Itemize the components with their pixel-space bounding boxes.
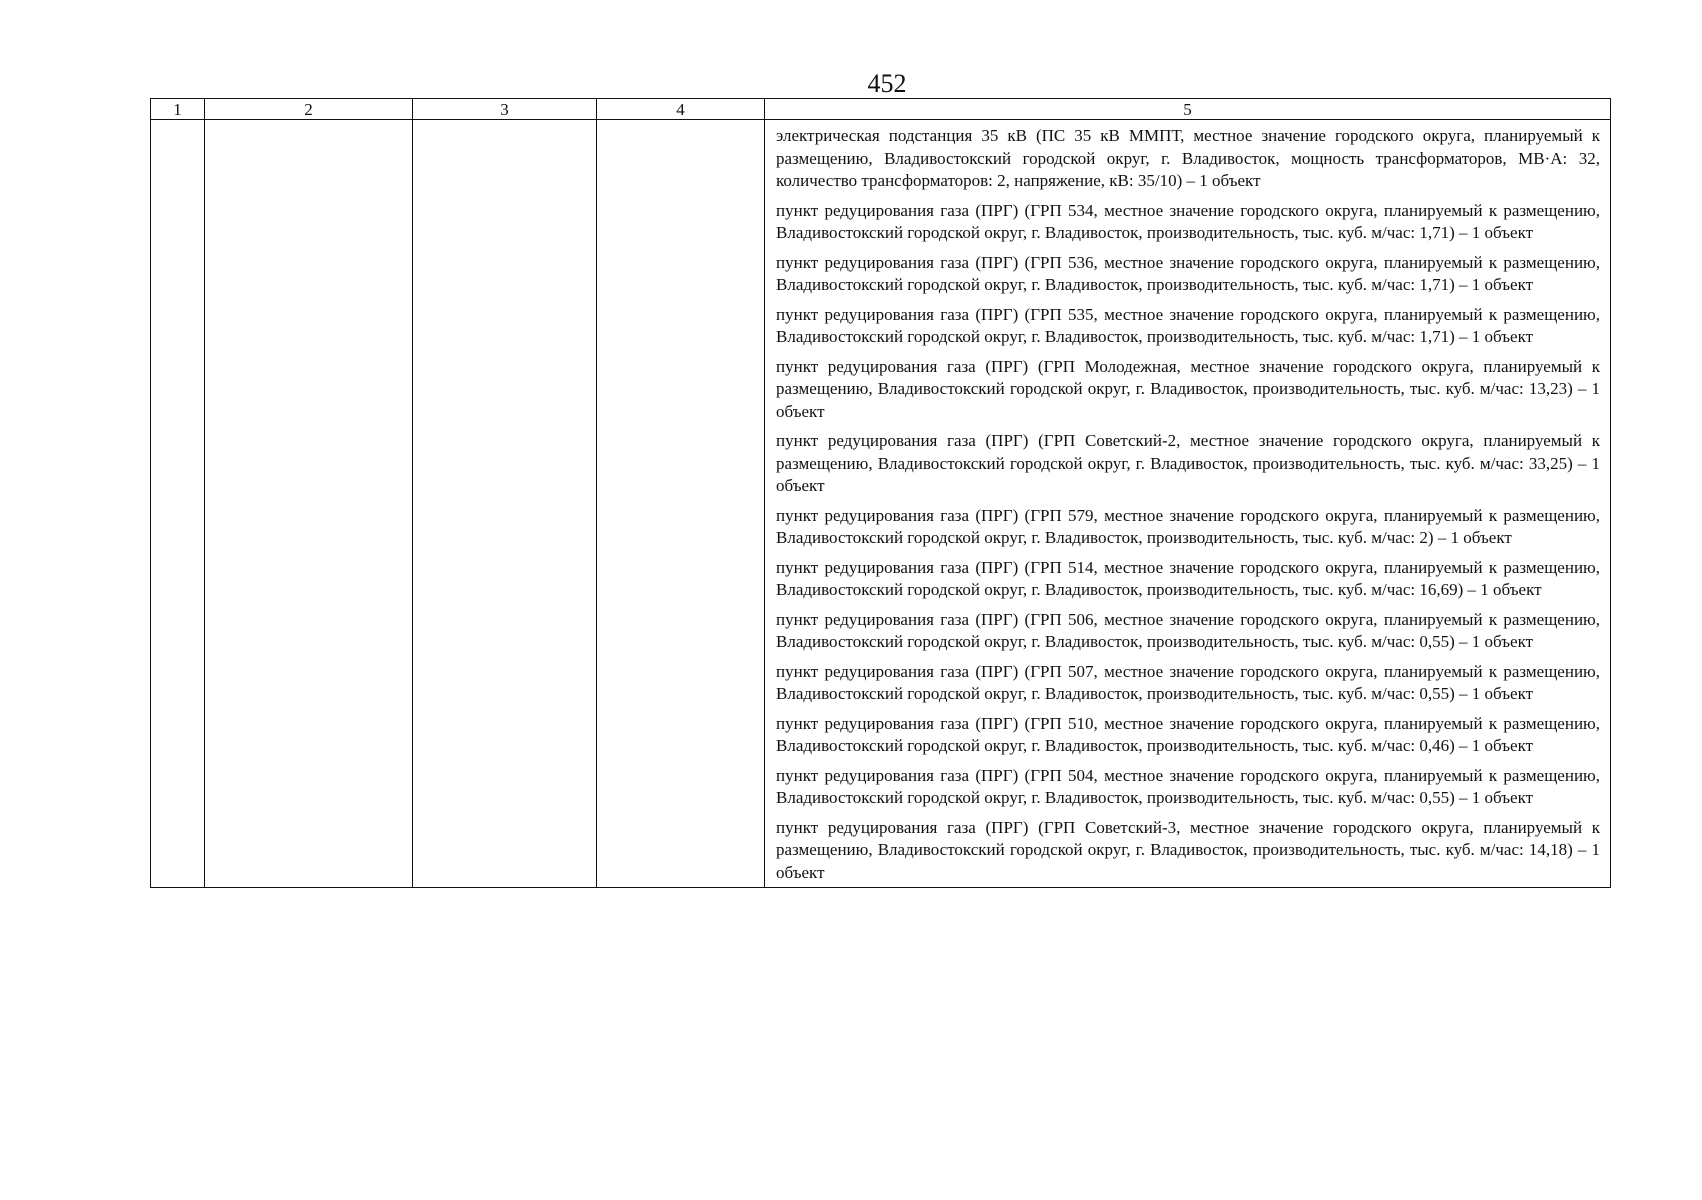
column-header-4: 4 — [597, 99, 765, 120]
list-item: пункт редуцирования газа (ПРГ) (ГРП 506, местное значение городского округа, планируемый к размещению, Владивостокский городской округ, г. Владивосток, производительность, тыс. куб. м/час: 0,55) – 1 объект — [776, 609, 1600, 651]
list-item: пункт редуцирования газа (ПРГ) (ГРП 510, местное значение городского округа, планируемый к размещению, Владивостокский городской округ, г. Владивосток, производительность, тыс. куб. м/час: 0,46) – 1 объект — [776, 713, 1600, 755]
list-item: пункт редуцирования газа (ПРГ) (ГРП Советский-2, местное значение городского округа, планируемый к размещению, Владивостокский городской округ, г. Владивосток, производительность, тыс. куб. м/час: 33,25) – 1 объект — [776, 431, 1600, 495]
column-header-1: 1 — [151, 99, 205, 120]
cell-col-2 — [205, 120, 413, 888]
object-list — [765, 120, 1610, 887]
cell-col-5 — [765, 120, 1611, 888]
list-item: пункт редуцирования газа (ПРГ) (ГРП 579, местное значение городского округа, планируемый к размещению, Владивостокский городской округ, г. Владивосток, производительность, тыс. куб. м/час: 2) – 1 объект — [776, 505, 1600, 547]
column-header-5: 5 — [765, 99, 1611, 120]
table-header — [151, 99, 1611, 120]
list-item: пункт редуцирования газа (ПРГ) (ГРП 536, местное значение городского округа, планируемый к размещению, Владивостокский городской округ, г. Владивосток, производительность, тыс. куб. м/час: 1,71) – 1 объект — [776, 252, 1600, 294]
cell-col-1 — [151, 120, 205, 888]
header-row — [151, 99, 1611, 120]
list-item: пункт редуцирования газа (ПРГ) (ГРП 535, местное значение городского округа, планируемый к размещению, Владивостокский городской округ, г. Владивосток, производительность, тыс. куб. м/час: 1,71) – 1 объект — [776, 304, 1600, 346]
column-header-3: 3 — [413, 99, 597, 120]
objects-table — [150, 98, 1611, 888]
list-item: пункт редуцирования газа (ПРГ) (ГРП Молодежная, местное значение городского округа, планируемый к размещению, Владивостокский городской округ, г. Владивосток, производительность, тыс. куб. м/час: 13,23) – 1 объект — [776, 356, 1600, 421]
table-body — [151, 120, 1611, 888]
list-item: электрическая подстанция 35 кВ (ПС 35 кВ ММПТ, местное значение городского округа, планируемый к размещению, Владивостокский городской округ, г. Владивосток, мощность трансформаторов, МВ·А: 32, количество трансформаторов: 2, напряжение, кВ: 35/10) – 1 объект — [776, 126, 1600, 190]
cell-col-3 — [413, 120, 597, 888]
list-item: пункт редуцирования газа (ПРГ) (ГРП Советский-3, местное значение городского округа, планируемый к размещению, Владивостокский городской округ, г. Владивосток, производительность, тыс. куб. м/час: 14,18) – 1 объект — [776, 817, 1600, 882]
page-number: 452 — [867, 69, 907, 98]
list-item: пункт редуцирования газа (ПРГ) (ГРП 507, местное значение городского округа, планируемый к размещению, Владивостокский городской округ, г. Владивосток, производительность, тыс. куб. м/час: 0,55) – 1 объект — [776, 661, 1600, 703]
list-item: пункт редуцирования газа (ПРГ) (ГРП 504, местное значение городского округа, планируемый к размещению, Владивостокский городской округ, г. Владивосток, производительность, тыс. куб. м/час: 0,55) – 1 объект — [776, 765, 1600, 807]
list-item: пункт редуцирования газа (ПРГ) (ГРП 514, местное значение городского округа, планируемый к размещению, Владивостокский городской округ, г. Владивосток, производительность, тыс. куб. м/час: 16,69) – 1 объект — [776, 557, 1600, 599]
column-header-2: 2 — [205, 99, 413, 120]
list-item: пункт редуцирования газа (ПРГ) (ГРП 534, местное значение городского округа, планируемый к размещению, Владивостокский городской округ, г. Владивосток, производительность, тыс. куб. м/час: 1,71) – 1 объект — [776, 200, 1600, 242]
table-row — [151, 120, 1611, 888]
cell-col-4 — [597, 120, 765, 888]
